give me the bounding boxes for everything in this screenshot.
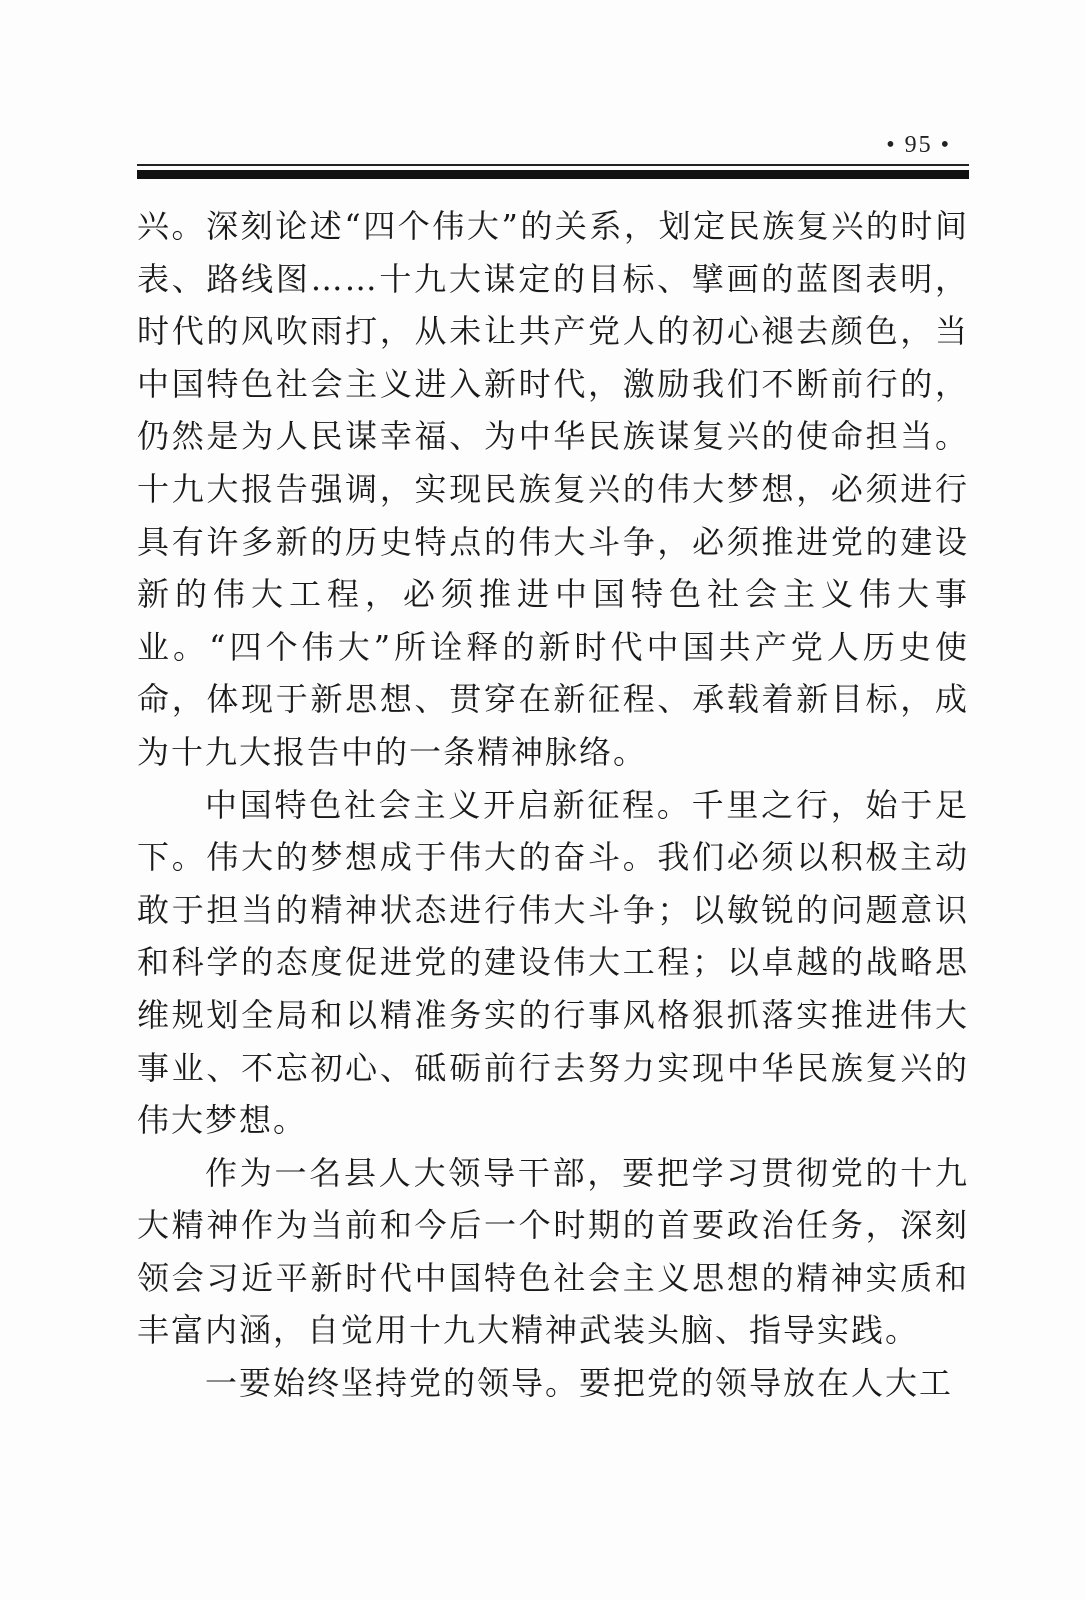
body-text [137, 200, 969, 1410]
paragraph-1 [137, 200, 969, 779]
paragraph-4-lead: 一要始终坚持党的领导。 [205, 1364, 580, 1403]
paragraph-1-text: 兴。深刻论述“四个伟大”的关系，划定民族复兴的时间表、路线图……十九大谋定的目标、擘画的蓝图表明，时代的风吹雨打，从未让共产党人的初心褪去颜色，当中国特色社会主义进入新时代，激励我们不断前行的，仍然是为人民谋幸福、为中华民族谋复兴的使命担当。十九大报告强调，实现民族复兴的伟大梦想，必须进行具有许多新的历史特点的伟大斗争，必须推进党的建设新的伟大工程，必须推进中国特色社会主义伟大事业。“四个伟大”所诠释的新时代中国共产党人历史使命，体现于新思想、贯穿在新征程、承载着新目标，成为十九大报告中的一条精神脉络。 [137, 207, 969, 771]
header-rule-thick [137, 170, 969, 179]
paragraph-3 [137, 1147, 969, 1357]
paragraph-3-text: 作为一名县人大领导干部，要把学习贯彻党的十九大精神作为当前和今后一个时期的首要政治任务，深刻领会习近平新时代中国特色社会主义思想的精神实质和丰富内涵，自觉用十九大精神武装头脑、指导实践。 [137, 1153, 969, 1350]
page-number: • 95 • [886, 132, 951, 158]
paragraph-2-text: 千里之行，始于足下。伟大的梦想成于伟大的奋斗。我们必须以积极主动敢于担当的精神状态进行伟大斗争；以敏锐的问题意识和科学的态度促进党的建设伟大工程；以卓越的战略思维规划全局和以精准务实的行事风格狠抓落实推进伟大事业、不忘初心、砥砺前行去努力实现中华民族复兴的伟大梦想。 [137, 785, 969, 1140]
paragraph-4 [137, 1357, 969, 1410]
paragraph-2-lead: 中国特色社会主义开启新征程。 [205, 785, 692, 824]
paragraph-4-text: 要把党的领导放在人大工 [579, 1364, 954, 1403]
paragraph-2 [137, 779, 969, 1147]
header-rule-thin [137, 164, 969, 166]
